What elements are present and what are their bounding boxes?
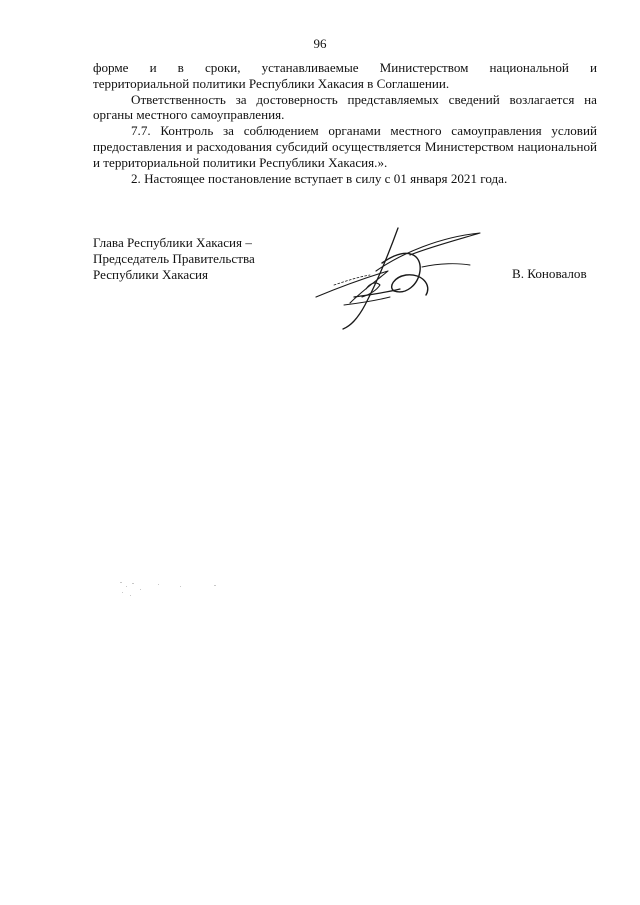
handwritten-signature [310,225,485,330]
scan-artifacts [118,580,228,600]
signatory-title-line-1: Глава Республики Хакасия – [93,235,252,250]
page-number: 96 [313,36,327,51]
signatory-title [93,235,255,282]
paragraph-4: 2. Настоящее постановление вступает в силу с 01 января 2021 года. [131,170,508,186]
paragraph-1-line-1: форме и в сроки, устанавливаемые Министерством национальной и [93,60,597,75]
document-body [93,60,597,186]
paragraph-1-line-2: территориальной политики Республики Хакасия в Соглашении. [93,75,450,91]
signatory-title-line-3: Республики Хакасия [93,266,209,282]
paragraph-3: 7.7. Контроль за соблюдением органами местного самоуправления условий предоставления и расходования субсидий осуществляется Министерством национальной и территориальной политики Республики Хакасия.». [93,123,597,170]
signatory-name: В. Коновалов [512,266,587,281]
paragraph-2: Ответственность за достоверность представляемых сведений возлагается на органы местного самоуправления. [93,91,597,123]
signatory-title-line-2: Председатель Правительства [93,250,255,266]
